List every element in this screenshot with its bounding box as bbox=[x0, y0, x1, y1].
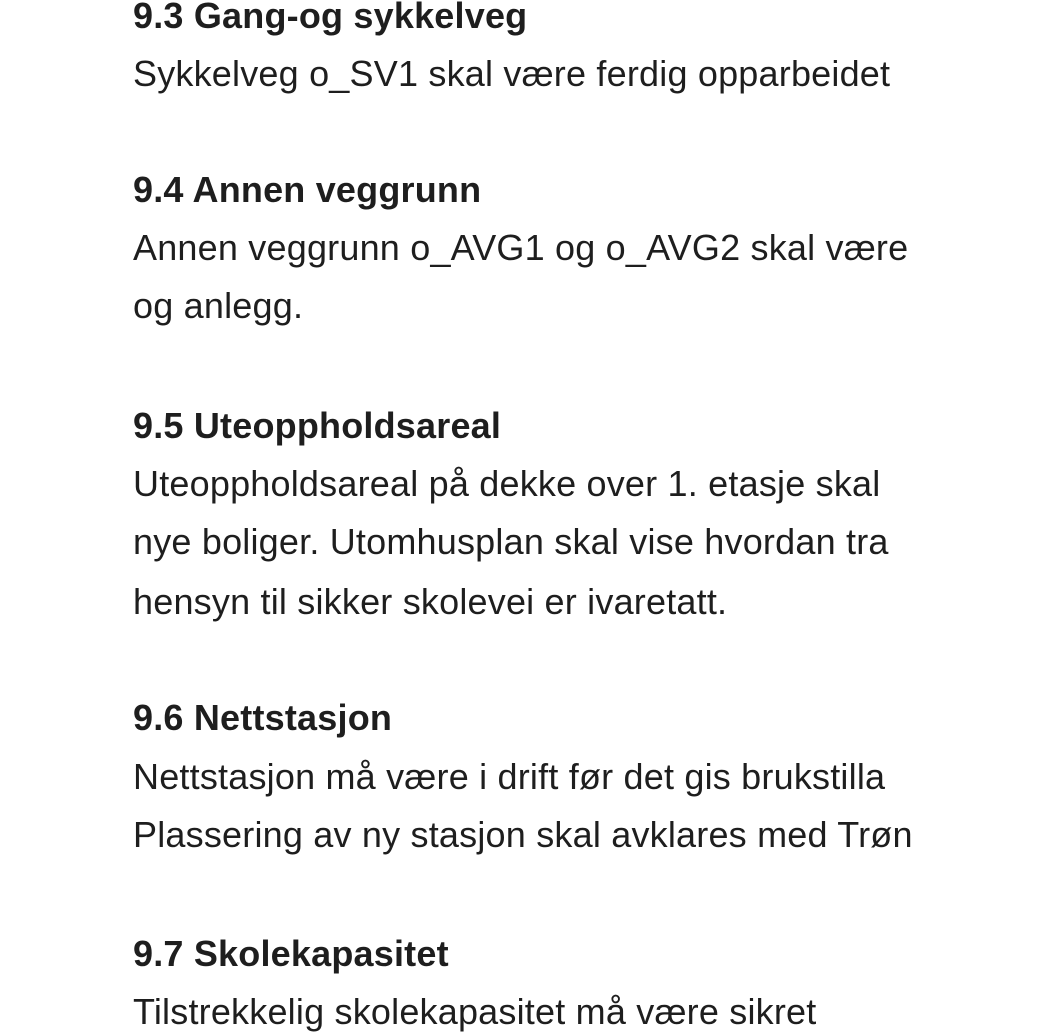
section-9-5-text-line-1: Uteoppholdsareal på dekke over 1. etasje skal bbox=[133, 463, 881, 504]
section-heading-9-7: 9.7 Skolekapasitet bbox=[133, 933, 449, 974]
section-heading-9-5: 9.5 Uteoppholdsareal bbox=[133, 405, 502, 446]
section-heading-9-6: 9.6 Nettstasjon bbox=[133, 697, 393, 738]
section-9-7-text-line-1: Tilstrekkelig skolekapasitet må være sikret bbox=[133, 991, 817, 1032]
section-heading-9-4: 9.4 Annen veggrunn bbox=[133, 169, 482, 210]
section-9-4-text-line-2: og anlegg. bbox=[133, 285, 304, 326]
section-9-6-text-line-2: Plassering av ny stasjon skal avklares med Trøn bbox=[133, 814, 913, 855]
section-9-4-text-line-1: Annen veggrunn o_AVG1 og o_AVG2 skal være bbox=[133, 227, 909, 268]
section-heading-9-3: 9.3 Gang-og sykkelveg bbox=[133, 0, 528, 36]
section-9-3-text-line-1: Sykkelveg o_SV1 skal være ferdig opparbeidet bbox=[133, 53, 891, 94]
section-9-5-text-line-2: nye boliger. Utomhusplan skal vise hvordan tra bbox=[133, 521, 889, 562]
section-9-6-text-line-1: Nettstasjon må være i drift før det gis brukstilla bbox=[133, 756, 886, 797]
section-9-5-text-line-3: hensyn til sikker skolevei er ivaretatt. bbox=[133, 581, 728, 622]
